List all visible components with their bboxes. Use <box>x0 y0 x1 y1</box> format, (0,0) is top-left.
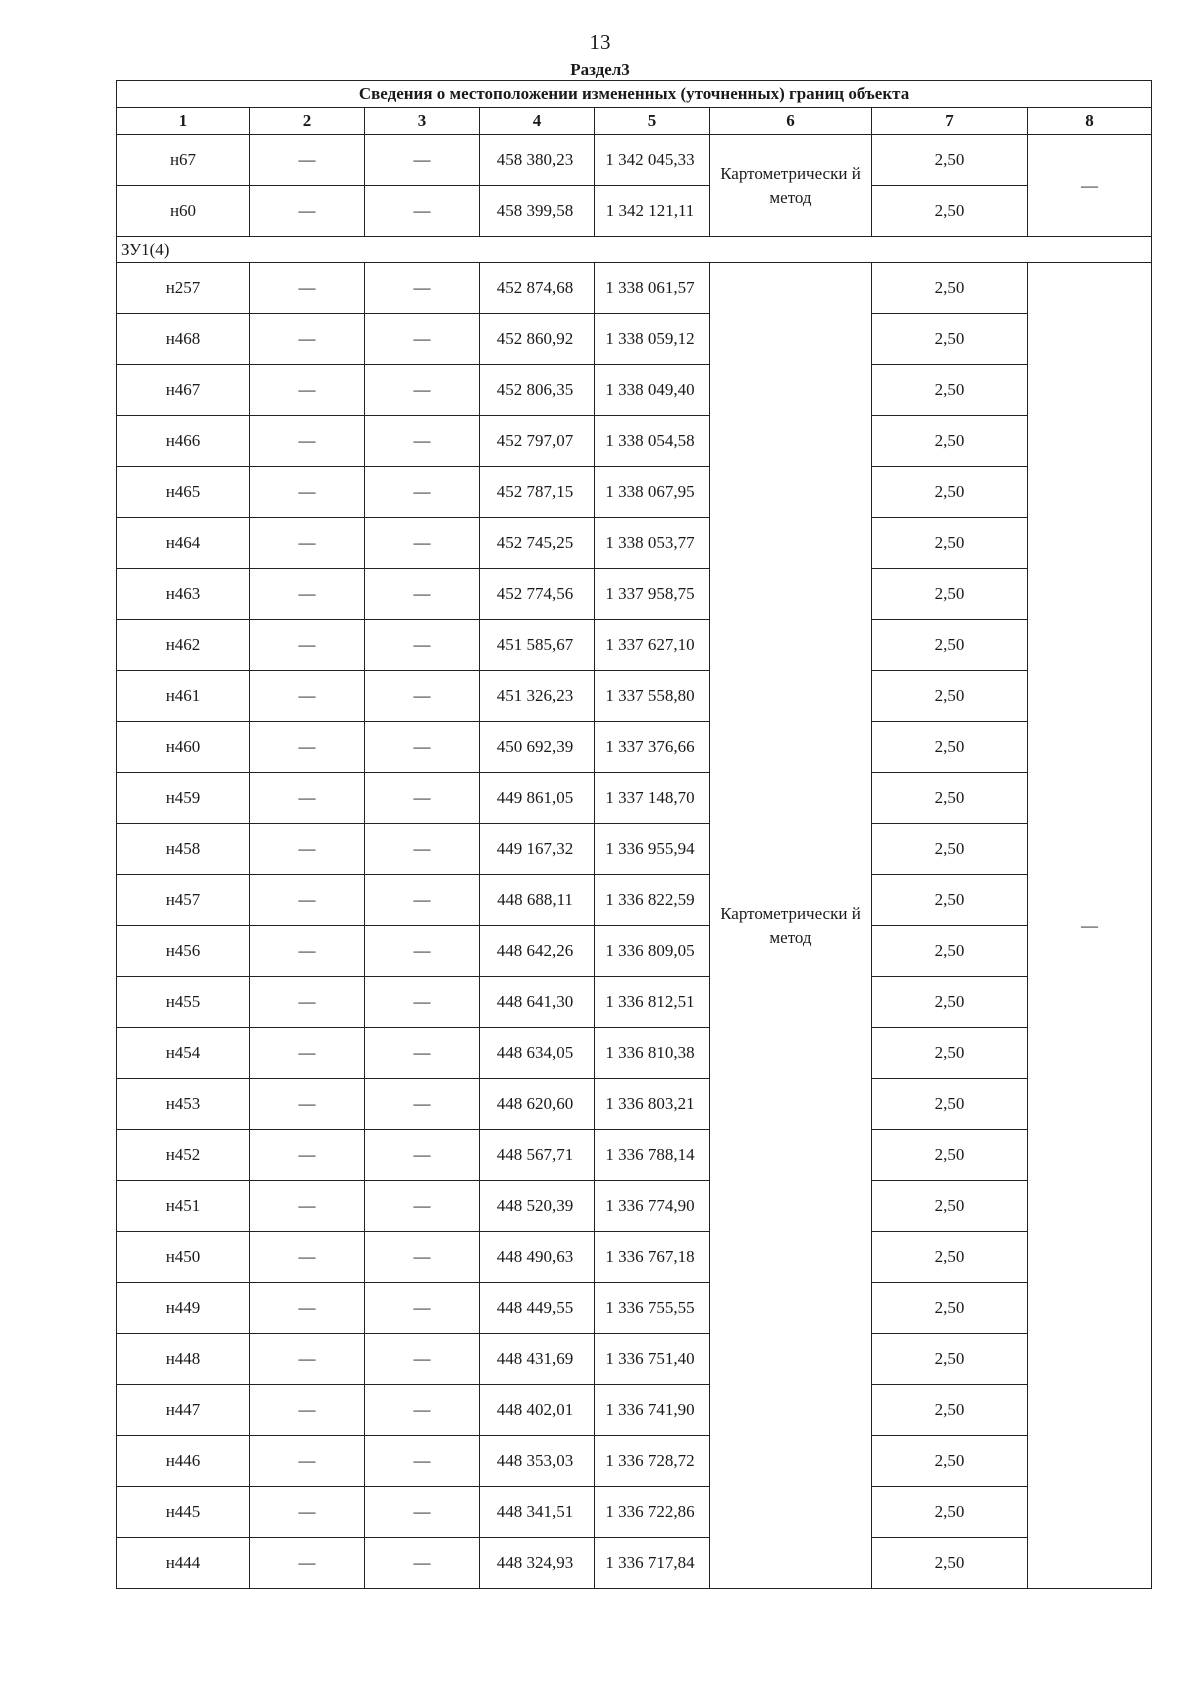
x-coordinate: 452 787,15 <box>480 467 595 518</box>
table-row <box>117 926 1152 977</box>
column-2-value: — <box>250 518 365 569</box>
column-3-value: — <box>365 773 480 824</box>
x-coordinate: 449 167,32 <box>480 824 595 875</box>
x-coordinate: 452 874,68 <box>480 263 595 314</box>
x-coordinate: 458 380,23 <box>480 135 595 186</box>
table-row <box>117 620 1152 671</box>
y-coordinate: 1 336 774,90 <box>595 1181 710 1232</box>
x-coordinate: 448 567,71 <box>480 1130 595 1181</box>
y-coordinate: 1 336 755,55 <box>595 1283 710 1334</box>
x-coordinate: 448 641,30 <box>480 977 595 1028</box>
x-coordinate: 448 634,05 <box>480 1028 595 1079</box>
precision-value: 2,50 <box>872 467 1028 518</box>
point-name: н464 <box>117 518 250 569</box>
x-coordinate: 448 520,39 <box>480 1181 595 1232</box>
column-3-value: — <box>365 1079 480 1130</box>
point-name: н445 <box>117 1487 250 1538</box>
point-name: н456 <box>117 926 250 977</box>
column-header: 6 <box>710 108 872 135</box>
x-coordinate: 448 620,60 <box>480 1079 595 1130</box>
table-caption: Сведения о местоположении измененных (уточненных) границ объекта <box>117 81 1152 108</box>
x-coordinate: 452 797,07 <box>480 416 595 467</box>
y-coordinate: 1 337 148,70 <box>595 773 710 824</box>
table-row <box>117 416 1152 467</box>
column-header: 3 <box>365 108 480 135</box>
page-number: 13 <box>589 30 611 54</box>
y-coordinate: 1 337 627,10 <box>595 620 710 671</box>
precision-value: 2,50 <box>872 569 1028 620</box>
x-coordinate: 452 745,25 <box>480 518 595 569</box>
table-row <box>117 1028 1152 1079</box>
y-coordinate: 1 336 809,05 <box>595 926 710 977</box>
table-row <box>117 263 1152 314</box>
table-row <box>117 518 1152 569</box>
column-2-value: — <box>250 722 365 773</box>
point-name: н444 <box>117 1538 250 1589</box>
column-3-value: — <box>365 875 480 926</box>
y-coordinate: 1 336 955,94 <box>595 824 710 875</box>
y-coordinate: 1 338 059,12 <box>595 314 710 365</box>
precision-value: 2,50 <box>872 1436 1028 1487</box>
table-row <box>117 722 1152 773</box>
column-3-value: — <box>365 620 480 671</box>
precision-value: 2,50 <box>872 1232 1028 1283</box>
column-3-value: — <box>365 416 480 467</box>
column-2-value: — <box>250 977 365 1028</box>
table-row <box>117 1232 1152 1283</box>
table-row <box>117 135 1152 186</box>
table-row <box>117 1436 1152 1487</box>
column-2-value: — <box>250 671 365 722</box>
table-row <box>117 824 1152 875</box>
point-name: н60 <box>117 186 250 237</box>
point-name: н463 <box>117 569 250 620</box>
column-3-value: — <box>365 977 480 1028</box>
section-title: Раздел3 <box>570 60 630 79</box>
y-coordinate: 1 336 717,84 <box>595 1538 710 1589</box>
column-3-value: — <box>365 135 480 186</box>
precision-value: 2,50 <box>872 1385 1028 1436</box>
precision-value: 2,50 <box>872 926 1028 977</box>
column-2-value: — <box>250 773 365 824</box>
column-8-value: — <box>1028 263 1152 1589</box>
x-coordinate: 448 353,03 <box>480 1436 595 1487</box>
y-coordinate: 1 337 376,66 <box>595 722 710 773</box>
point-name: н257 <box>117 263 250 314</box>
point-name: н465 <box>117 467 250 518</box>
y-coordinate: 1 336 741,90 <box>595 1385 710 1436</box>
point-name: н468 <box>117 314 250 365</box>
y-coordinate: 1 337 958,75 <box>595 569 710 620</box>
x-coordinate: 450 692,39 <box>480 722 595 773</box>
y-coordinate: 1 342 121,11 <box>595 186 710 237</box>
y-coordinate: 1 336 812,51 <box>595 977 710 1028</box>
point-name: н449 <box>117 1283 250 1334</box>
column-3-value: — <box>365 467 480 518</box>
column-number-row <box>117 108 1152 135</box>
table-row <box>117 467 1152 518</box>
y-coordinate: 1 342 045,33 <box>595 135 710 186</box>
column-3-value: — <box>365 671 480 722</box>
y-coordinate: 1 338 053,77 <box>595 518 710 569</box>
point-name: н455 <box>117 977 250 1028</box>
x-coordinate: 458 399,58 <box>480 186 595 237</box>
column-2-value: — <box>250 1028 365 1079</box>
column-2-value: — <box>250 263 365 314</box>
precision-value: 2,50 <box>872 263 1028 314</box>
table-row <box>117 1385 1152 1436</box>
column-2-value: — <box>250 365 365 416</box>
column-3-value: — <box>365 1130 480 1181</box>
column-2-value: — <box>250 186 365 237</box>
column-3-value: — <box>365 1436 480 1487</box>
table-row <box>117 1181 1152 1232</box>
precision-value: 2,50 <box>872 620 1028 671</box>
point-name: н454 <box>117 1028 250 1079</box>
y-coordinate: 1 336 822,59 <box>595 875 710 926</box>
column-2-value: — <box>250 875 365 926</box>
table-row <box>117 977 1152 1028</box>
table-row <box>117 569 1152 620</box>
x-coordinate: 452 806,35 <box>480 365 595 416</box>
table-row <box>117 1538 1152 1589</box>
column-3-value: — <box>365 1538 480 1589</box>
y-coordinate: 1 336 767,18 <box>595 1232 710 1283</box>
column-header: 2 <box>250 108 365 135</box>
table-row <box>117 1487 1152 1538</box>
column-2-value: — <box>250 620 365 671</box>
column-2-value: — <box>250 1232 365 1283</box>
table-row <box>117 1079 1152 1130</box>
y-coordinate: 1 338 061,57 <box>595 263 710 314</box>
y-coordinate: 1 338 054,58 <box>595 416 710 467</box>
column-header: 8 <box>1028 108 1152 135</box>
x-coordinate: 448 688,11 <box>480 875 595 926</box>
x-coordinate: 448 449,55 <box>480 1283 595 1334</box>
precision-value: 2,50 <box>872 977 1028 1028</box>
x-coordinate: 448 490,63 <box>480 1232 595 1283</box>
precision-value: 2,50 <box>872 365 1028 416</box>
column-2-value: — <box>250 1538 365 1589</box>
column-2-value: — <box>250 1334 365 1385</box>
column-2-value: — <box>250 1130 365 1181</box>
x-coordinate: 452 860,92 <box>480 314 595 365</box>
table-row <box>117 875 1152 926</box>
column-2-value: — <box>250 569 365 620</box>
precision-value: 2,50 <box>872 1334 1028 1385</box>
precision-value: 2,50 <box>872 1283 1028 1334</box>
precision-value: 2,50 <box>872 722 1028 773</box>
column-3-value: — <box>365 1181 480 1232</box>
precision-value: 2,50 <box>872 1538 1028 1589</box>
column-header: 4 <box>480 108 595 135</box>
column-3-value: — <box>365 824 480 875</box>
column-3-value: — <box>365 518 480 569</box>
column-2-value: — <box>250 926 365 977</box>
boundary-coordinates-table <box>116 80 1152 1589</box>
precision-value: 2,50 <box>872 671 1028 722</box>
column-3-value: — <box>365 722 480 773</box>
point-name: н447 <box>117 1385 250 1436</box>
table-row <box>117 671 1152 722</box>
group-label: ЗУ1(4) <box>117 237 1152 263</box>
x-coordinate: 451 585,67 <box>480 620 595 671</box>
y-coordinate: 1 337 558,80 <box>595 671 710 722</box>
y-coordinate: 1 336 722,86 <box>595 1487 710 1538</box>
column-2-value: — <box>250 1487 365 1538</box>
table-row <box>117 314 1152 365</box>
precision-value: 2,50 <box>872 1487 1028 1538</box>
precision-value: 2,50 <box>872 773 1028 824</box>
x-coordinate: 448 431,69 <box>480 1334 595 1385</box>
precision-value: 2,50 <box>872 518 1028 569</box>
y-coordinate: 1 336 728,72 <box>595 1436 710 1487</box>
column-2-value: — <box>250 1283 365 1334</box>
column-3-value: — <box>365 926 480 977</box>
column-3-value: — <box>365 263 480 314</box>
point-name: н446 <box>117 1436 250 1487</box>
column-2-value: — <box>250 1079 365 1130</box>
precision-value: 2,50 <box>872 1181 1028 1232</box>
table-row <box>117 186 1152 237</box>
x-coordinate: 449 861,05 <box>480 773 595 824</box>
precision-value: 2,50 <box>872 1130 1028 1181</box>
column-3-value: — <box>365 1385 480 1436</box>
column-2-value: — <box>250 314 365 365</box>
x-coordinate: 448 324,93 <box>480 1538 595 1589</box>
point-name: н467 <box>117 365 250 416</box>
method-cell: Картометрически й метод <box>710 135 872 237</box>
precision-value: 2,50 <box>872 1028 1028 1079</box>
precision-value: 2,50 <box>872 135 1028 186</box>
point-name: н451 <box>117 1181 250 1232</box>
precision-value: 2,50 <box>872 416 1028 467</box>
column-2-value: — <box>250 416 365 467</box>
precision-value: 2,50 <box>872 314 1028 365</box>
point-name: н450 <box>117 1232 250 1283</box>
table-row <box>117 1283 1152 1334</box>
column-2-value: — <box>250 1436 365 1487</box>
x-coordinate: 448 341,51 <box>480 1487 595 1538</box>
precision-value: 2,50 <box>872 824 1028 875</box>
column-3-value: — <box>365 1028 480 1079</box>
y-coordinate: 1 336 751,40 <box>595 1334 710 1385</box>
x-coordinate: 452 774,56 <box>480 569 595 620</box>
point-name: н67 <box>117 135 250 186</box>
y-coordinate: 1 336 803,21 <box>595 1079 710 1130</box>
point-name: н466 <box>117 416 250 467</box>
point-name: н452 <box>117 1130 250 1181</box>
column-3-value: — <box>365 1232 480 1283</box>
column-3-value: — <box>365 1283 480 1334</box>
column-2-value: — <box>250 1181 365 1232</box>
column-3-value: — <box>365 1334 480 1385</box>
column-2-value: — <box>250 824 365 875</box>
x-coordinate: 448 642,26 <box>480 926 595 977</box>
point-name: н453 <box>117 1079 250 1130</box>
y-coordinate: 1 336 788,14 <box>595 1130 710 1181</box>
column-3-value: — <box>365 186 480 237</box>
x-coordinate: 448 402,01 <box>480 1385 595 1436</box>
point-name: н462 <box>117 620 250 671</box>
precision-value: 2,50 <box>872 1079 1028 1130</box>
point-name: н459 <box>117 773 250 824</box>
point-name: н461 <box>117 671 250 722</box>
method-cell: Картометрически й метод <box>710 263 872 1589</box>
column-3-value: — <box>365 365 480 416</box>
column-3-value: — <box>365 314 480 365</box>
precision-value: 2,50 <box>872 875 1028 926</box>
column-8-value: — <box>1028 135 1152 237</box>
y-coordinate: 1 338 067,95 <box>595 467 710 518</box>
column-header: 1 <box>117 108 250 135</box>
point-name: н457 <box>117 875 250 926</box>
point-name: н460 <box>117 722 250 773</box>
table-row <box>117 1130 1152 1181</box>
table-row <box>117 773 1152 824</box>
precision-value: 2,50 <box>872 186 1028 237</box>
point-name: н448 <box>117 1334 250 1385</box>
x-coordinate: 451 326,23 <box>480 671 595 722</box>
table-row <box>117 1334 1152 1385</box>
column-header: 7 <box>872 108 1028 135</box>
column-2-value: — <box>250 467 365 518</box>
group-row <box>117 237 1152 263</box>
column-2-value: — <box>250 1385 365 1436</box>
table-row <box>117 365 1152 416</box>
y-coordinate: 1 338 049,40 <box>595 365 710 416</box>
column-3-value: — <box>365 569 480 620</box>
y-coordinate: 1 336 810,38 <box>595 1028 710 1079</box>
point-name: н458 <box>117 824 250 875</box>
column-2-value: — <box>250 135 365 186</box>
column-3-value: — <box>365 1487 480 1538</box>
column-header: 5 <box>595 108 710 135</box>
